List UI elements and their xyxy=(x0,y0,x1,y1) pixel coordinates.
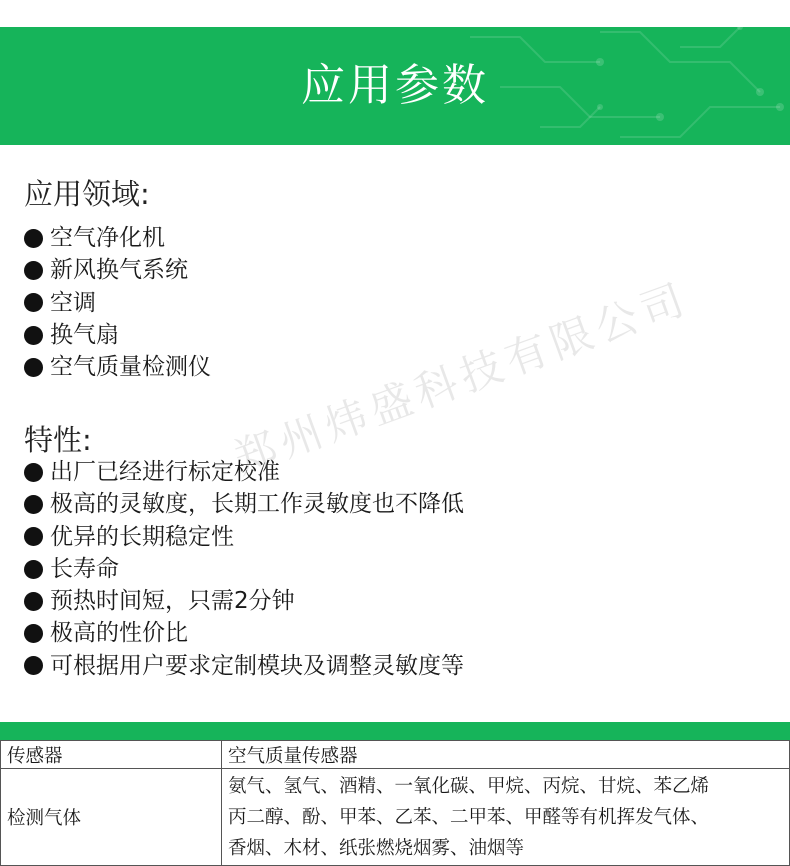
table-cell-label: 传感器 xyxy=(1,741,222,769)
bullet-icon xyxy=(24,229,43,248)
list-item: 空气质量检测仪 xyxy=(24,351,211,383)
bullet-icon xyxy=(24,358,43,377)
bullet-icon xyxy=(24,495,43,514)
table-row xyxy=(1,741,790,769)
list-item: 出厂已经进行标定校准 xyxy=(24,456,464,488)
bullet-icon xyxy=(24,592,43,611)
list-item: 极高的灵敏度，长期工作灵敏度也不降低 xyxy=(24,488,464,520)
table-cell-value xyxy=(222,769,790,866)
bullet-icon xyxy=(24,560,43,579)
bullet-icon xyxy=(24,463,43,482)
banner-title: 应用参数 xyxy=(301,60,489,111)
table-cell-value: 空气质量传感器 xyxy=(222,741,790,769)
section-banner xyxy=(0,27,790,145)
spec-table xyxy=(0,740,790,866)
list-item: 极高的性价比 xyxy=(24,617,464,649)
table-header-bar xyxy=(0,722,790,740)
features-list xyxy=(24,456,464,682)
list-item: 空调 xyxy=(24,287,211,319)
list-item: 可根据用户要求定制模块及调整灵敏度等 xyxy=(24,650,464,682)
applications-heading: 应用领域: xyxy=(24,177,150,211)
watermark: 郑州炜盛科技有限公司 xyxy=(227,273,696,484)
table-cell-line: 氨气、氢气、酒精、一氧化碳、甲烷、丙烷、甘烷、苯乙烯 xyxy=(228,775,710,797)
table-cell-line: 香烟、木材、纸张燃烧烟雾、油烟等 xyxy=(228,837,525,859)
top-spacer xyxy=(0,0,790,27)
list-item: 优异的长期稳定性 xyxy=(24,521,464,553)
bullet-icon xyxy=(24,624,43,643)
table-cell-label: 检测气体 xyxy=(1,769,222,866)
bullet-icon xyxy=(24,326,43,345)
list-item: 长寿命 xyxy=(24,553,464,585)
list-item: 新风换气系统 xyxy=(24,254,211,286)
bullet-icon xyxy=(24,261,43,280)
list-item: 空气净化机 xyxy=(24,222,211,254)
applications-list xyxy=(24,222,211,383)
list-item: 换气扇 xyxy=(24,319,211,351)
list-item: 预热时间短，只需2分钟 xyxy=(24,585,464,617)
features-heading: 特性: xyxy=(24,423,92,457)
bullet-icon xyxy=(24,527,43,546)
table-row xyxy=(1,769,790,866)
bullet-icon xyxy=(24,656,43,675)
table-cell-line: 丙二醇、酚、甲苯、乙苯、二甲苯、甲醛等有机挥发气体、 xyxy=(228,806,710,828)
bullet-icon xyxy=(24,293,43,312)
